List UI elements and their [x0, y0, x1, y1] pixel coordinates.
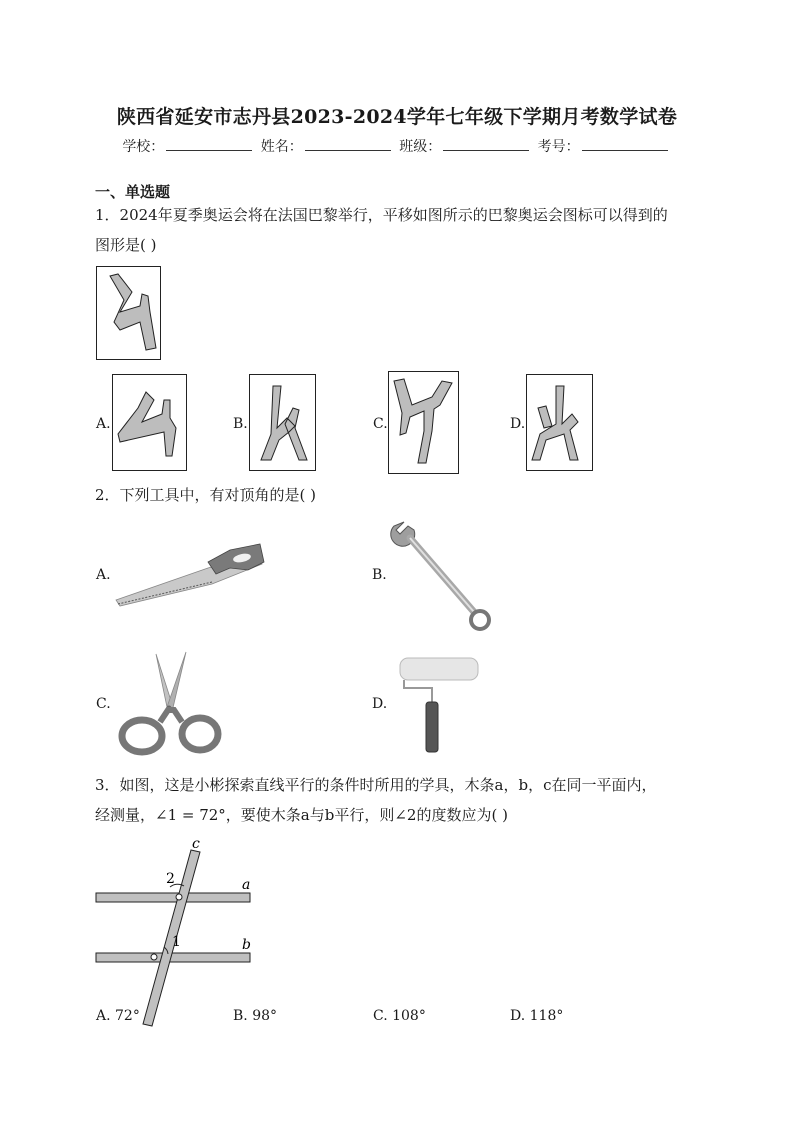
- pivot-a: [176, 894, 182, 900]
- question-3-line-1: 3．如图，这是小彬探索直线平行的条件时所用的学具，木条a，b，c在同一平面内，: [95, 776, 657, 794]
- strip-b: [96, 953, 250, 962]
- hand-saw-figure: [112, 540, 268, 608]
- parallel-strips-figure: [94, 836, 258, 1028]
- label-b: b: [242, 937, 251, 953]
- paris-olympic-icon-figure: [96, 266, 162, 362]
- question-1-line-1: 1．2024年夏季奥运会将在法国巴黎举行，平移如图所示的巴黎奥运会图标可以得到的: [95, 206, 668, 224]
- exam-number-blank: [582, 138, 668, 151]
- q1-option-d-figure: [526, 374, 594, 472]
- section-heading: 一、单选题: [95, 183, 171, 201]
- q3-option-a: A. 72°: [96, 1008, 140, 1024]
- scissors-figure: [116, 650, 224, 758]
- q2-option-d-label: D.: [372, 696, 388, 712]
- q2-option-b-label: B.: [372, 567, 387, 583]
- question-1: [95, 200, 705, 260]
- q1-option-a-label: A.: [96, 416, 111, 432]
- label-c: c: [192, 836, 200, 852]
- q3-option-b: B. 98°: [233, 1008, 278, 1024]
- q1-option-b-figure: [249, 374, 317, 472]
- q2-option-a-label: A.: [96, 567, 111, 583]
- name-blank: [305, 138, 391, 151]
- wrench-figure: [386, 516, 496, 634]
- label-angle-1: 1: [172, 934, 181, 950]
- question-3: [95, 770, 705, 830]
- label-a: a: [242, 877, 251, 893]
- student-info-row: [0, 136, 794, 156]
- exam-number-label: 考号：: [537, 139, 580, 155]
- q3-option-d: D. 118°: [510, 1008, 564, 1024]
- q3-option-c: C. 108°: [373, 1008, 426, 1024]
- school-label: 学校：: [122, 139, 165, 155]
- page-title: 陕西省延安市志丹县2023-2024学年七年级下学期月考数学试卷: [116, 106, 678, 128]
- strip-a: [96, 893, 250, 902]
- pivot-b: [151, 954, 157, 960]
- paint-roller-figure: [394, 654, 484, 758]
- q1-option-c-label: C.: [373, 416, 388, 432]
- q1-option-a-figure: [112, 374, 188, 472]
- q1-option-d-label: D.: [510, 416, 526, 432]
- question-2: 2．下列工具中，有对顶角的是( ): [95, 486, 317, 504]
- question-1-line-2: 图形是( ): [95, 236, 157, 254]
- name-label: 姓名：: [260, 139, 303, 155]
- class-label: 班级：: [399, 139, 442, 155]
- school-blank: [166, 138, 252, 151]
- class-blank: [443, 138, 529, 151]
- q1-option-b-label: B.: [233, 416, 248, 432]
- label-angle-2: 2: [166, 871, 175, 887]
- question-3-line-2: 经测量，∠1 = 72°，要使木条a与b平行，则∠2的度数应为( ): [95, 806, 508, 824]
- q1-option-c-figure: [388, 371, 460, 475]
- q2-option-c-label: C.: [96, 696, 111, 712]
